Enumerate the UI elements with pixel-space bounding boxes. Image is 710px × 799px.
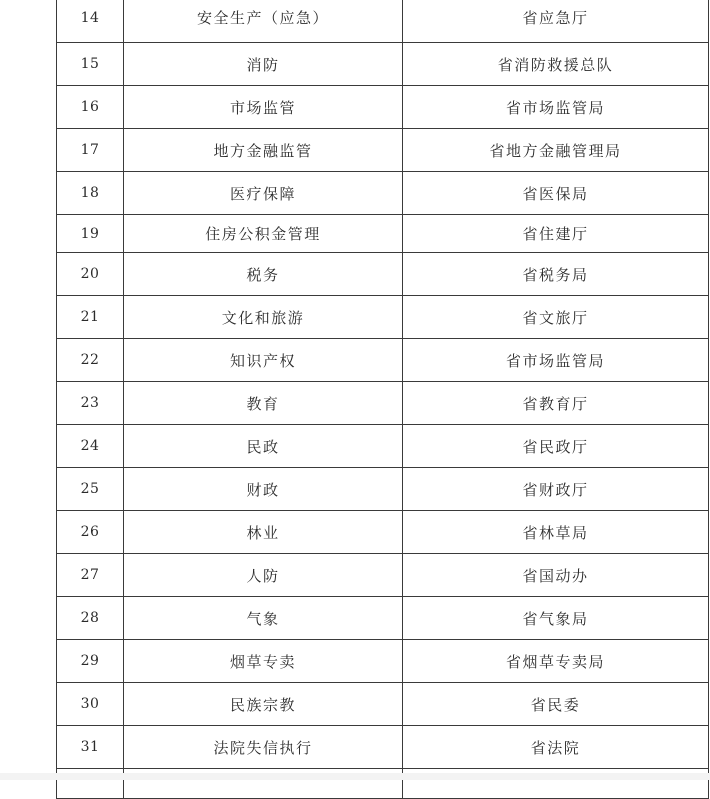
row-number: 20 bbox=[57, 253, 124, 296]
department-cell: 省法院 bbox=[403, 726, 709, 769]
row-number: 26 bbox=[57, 511, 124, 554]
department-cell: 省文旅厅 bbox=[403, 296, 709, 339]
domain-cell: 消防 bbox=[124, 43, 403, 86]
table-row bbox=[57, 511, 709, 554]
row-number: 16 bbox=[57, 86, 124, 129]
department-cell: 省住建厅 bbox=[403, 215, 709, 253]
department-cell: 省国动办 bbox=[403, 554, 709, 597]
row-number: 23 bbox=[57, 382, 124, 425]
table-row bbox=[57, 43, 709, 86]
domain-cell: 市场监管 bbox=[124, 86, 403, 129]
domain-cell: 住房公积金管理 bbox=[124, 215, 403, 253]
table-row bbox=[57, 640, 709, 683]
department-cell: 省地方金融管理局 bbox=[403, 129, 709, 172]
table-row bbox=[57, 683, 709, 726]
row-number: 14 bbox=[57, 0, 124, 43]
domain-cell: 教育 bbox=[124, 382, 403, 425]
department-cell: 省民政厅 bbox=[403, 425, 709, 468]
table-row bbox=[57, 597, 709, 640]
row-number: 27 bbox=[57, 554, 124, 597]
table-row bbox=[57, 172, 709, 215]
table-row bbox=[57, 253, 709, 296]
table-row bbox=[57, 296, 709, 339]
row-number: 18 bbox=[57, 172, 124, 215]
table-row bbox=[57, 0, 709, 43]
domain-cell: 民政 bbox=[124, 425, 403, 468]
row-number: 19 bbox=[57, 215, 124, 253]
row-number: 31 bbox=[57, 726, 124, 769]
table-row bbox=[57, 339, 709, 382]
department-cell: 省财政厅 bbox=[403, 468, 709, 511]
department-cell: 省林草局 bbox=[403, 511, 709, 554]
department-cell: 省烟草专卖局 bbox=[403, 640, 709, 683]
table-row bbox=[57, 425, 709, 468]
page-bottom-edge bbox=[0, 773, 710, 780]
row-number: 22 bbox=[57, 339, 124, 382]
domain-cell: 文化和旅游 bbox=[124, 296, 403, 339]
domain-cell: 人防 bbox=[124, 554, 403, 597]
table-row bbox=[57, 215, 709, 253]
domain-cell: 安全生产（应急） bbox=[124, 0, 403, 43]
table-row bbox=[57, 382, 709, 425]
domain-cell: 医疗保障 bbox=[124, 172, 403, 215]
domain-cell: 林业 bbox=[124, 511, 403, 554]
department-cell: 省民委 bbox=[403, 683, 709, 726]
table-row bbox=[57, 554, 709, 597]
domain-cell: 气象 bbox=[124, 597, 403, 640]
table-row bbox=[57, 86, 709, 129]
table-row bbox=[57, 726, 709, 769]
department-cell: 省市场监管局 bbox=[403, 339, 709, 382]
department-cell: 省消防救援总队 bbox=[403, 43, 709, 86]
document-table bbox=[56, 0, 709, 799]
row-number: 29 bbox=[57, 640, 124, 683]
department-cell: 省税务局 bbox=[403, 253, 709, 296]
department-cell: 省气象局 bbox=[403, 597, 709, 640]
domain-cell: 民族宗教 bbox=[124, 683, 403, 726]
domain-cell: 烟草专卖 bbox=[124, 640, 403, 683]
row-number: 25 bbox=[57, 468, 124, 511]
row-number: 30 bbox=[57, 683, 124, 726]
domain-cell: 财政 bbox=[124, 468, 403, 511]
domain-cell: 税务 bbox=[124, 253, 403, 296]
table-row bbox=[57, 468, 709, 511]
domain-cell: 法院失信执行 bbox=[124, 726, 403, 769]
department-cell: 省应急厅 bbox=[403, 0, 709, 43]
row-number: 17 bbox=[57, 129, 124, 172]
table-row bbox=[57, 129, 709, 172]
domain-cell: 知识产权 bbox=[124, 339, 403, 382]
row-number: 15 bbox=[57, 43, 124, 86]
department-cell: 省医保局 bbox=[403, 172, 709, 215]
row-number: 24 bbox=[57, 425, 124, 468]
row-number: 28 bbox=[57, 597, 124, 640]
domain-cell: 地方金融监管 bbox=[124, 129, 403, 172]
department-cell: 省市场监管局 bbox=[403, 86, 709, 129]
department-cell: 省教育厅 bbox=[403, 382, 709, 425]
row-number: 21 bbox=[57, 296, 124, 339]
